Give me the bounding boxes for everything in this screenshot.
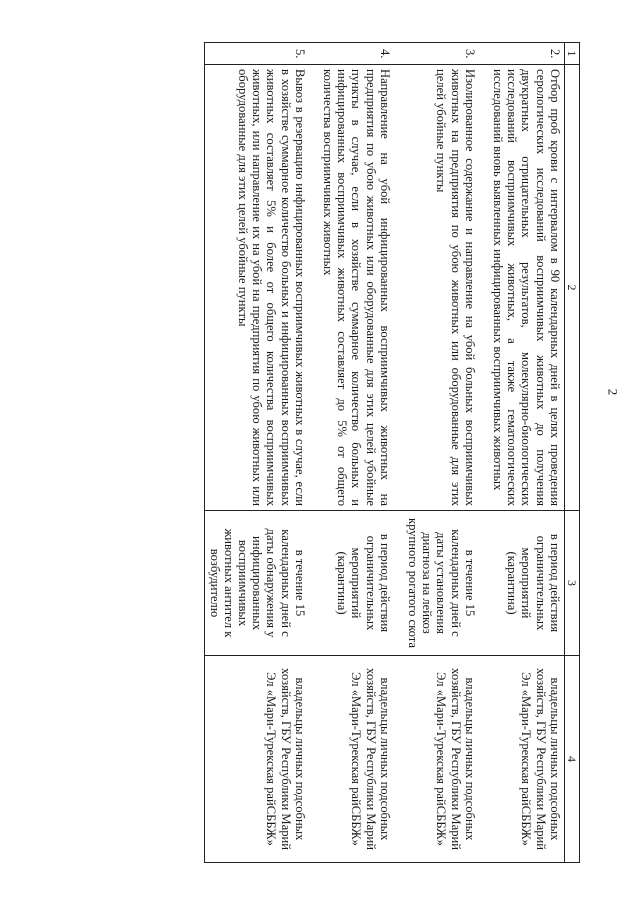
row-term: в период действия ограничительных мероприятий (карантина) [309, 511, 394, 656]
row-action: Изолированное содержание и направление на убой больных восприимчивых животных на предприятия по убою животных или оборудованные для этих целей убойные пункты [394, 65, 479, 511]
row-action: Вывоз в резервацию инфицированных восприимчивых животных в случае, если в хозяйстве суммарное количество больных и инфицированных восприимчивых животных составляет 5% и более от общего количества восприимчивых животных, или направление их на убой на предприятия по убою животных или оборудованные для этих целей убойные пункты [205, 65, 309, 511]
row-number: 4. [309, 43, 394, 65]
measures-table [204, 42, 580, 863]
row-responsible: владельцы личных подсобных хозяйств, ГБУ Республики Марий Эл «Мари-Турекская райСББЖ» [394, 656, 479, 863]
row-responsible: владельцы личных подсобных хозяйств, ГБУ Республики Марий Эл «Мари-Турекская райСББЖ» [205, 656, 309, 863]
row-term: в течение 15 календарных дней с даты установления диагноза на лейкоз крупного рогатого скота [394, 511, 479, 656]
header-col-3: 3 [564, 511, 579, 656]
table-row [309, 43, 394, 863]
table-row [479, 43, 565, 863]
table-row [394, 43, 479, 863]
row-action: Отбор проб крови с интервалом в 90 календарных дней в целях проведения серологических исследований восприимчивых животных до получения двукратных отрицательных результатов, молекулярно-биологических исследований восприимчивых животных, а также гематологических исследований вновь выявленных инфицированных восприимчивых животных [479, 65, 565, 511]
header-col-4: 4 [564, 656, 579, 863]
table-header-row [564, 43, 579, 863]
header-col-2: 2 [564, 65, 579, 511]
table-row [205, 43, 309, 863]
row-term: в период действия ограничительных мероприятий (карантина) [479, 511, 565, 656]
row-number: 3. [394, 43, 479, 65]
row-responsible: владельцы личных подсобных хозяйств, ГБУ Республики Марий Эл «Мари-Турекская райСББЖ» [309, 656, 394, 863]
header-col-1: 1 [564, 43, 579, 65]
rotated-page [60, 42, 580, 862]
page-number: 2 [605, 388, 621, 396]
row-number: 2. [479, 43, 565, 65]
row-responsible: владельцы личных подсобных хозяйств, ГБУ Республики Марий Эл «Мари-Турекская райСББЖ» [479, 656, 565, 863]
row-action: Направление на убой инфицированных восприимчивых животных на предприятия по убою животных или оборудованные для этих целей убойные пункты в случае, если в хозяйстве суммарное количество больных и инфицированных восприимчивых животных составляет до 5% от общего количества восприимчивых животных [309, 65, 394, 511]
row-number: 5. [205, 43, 309, 65]
row-term: в течение 15 календарных дней с даты обнаружения у инфицированных восприимчивых животных антител к возбудителю [205, 511, 309, 656]
